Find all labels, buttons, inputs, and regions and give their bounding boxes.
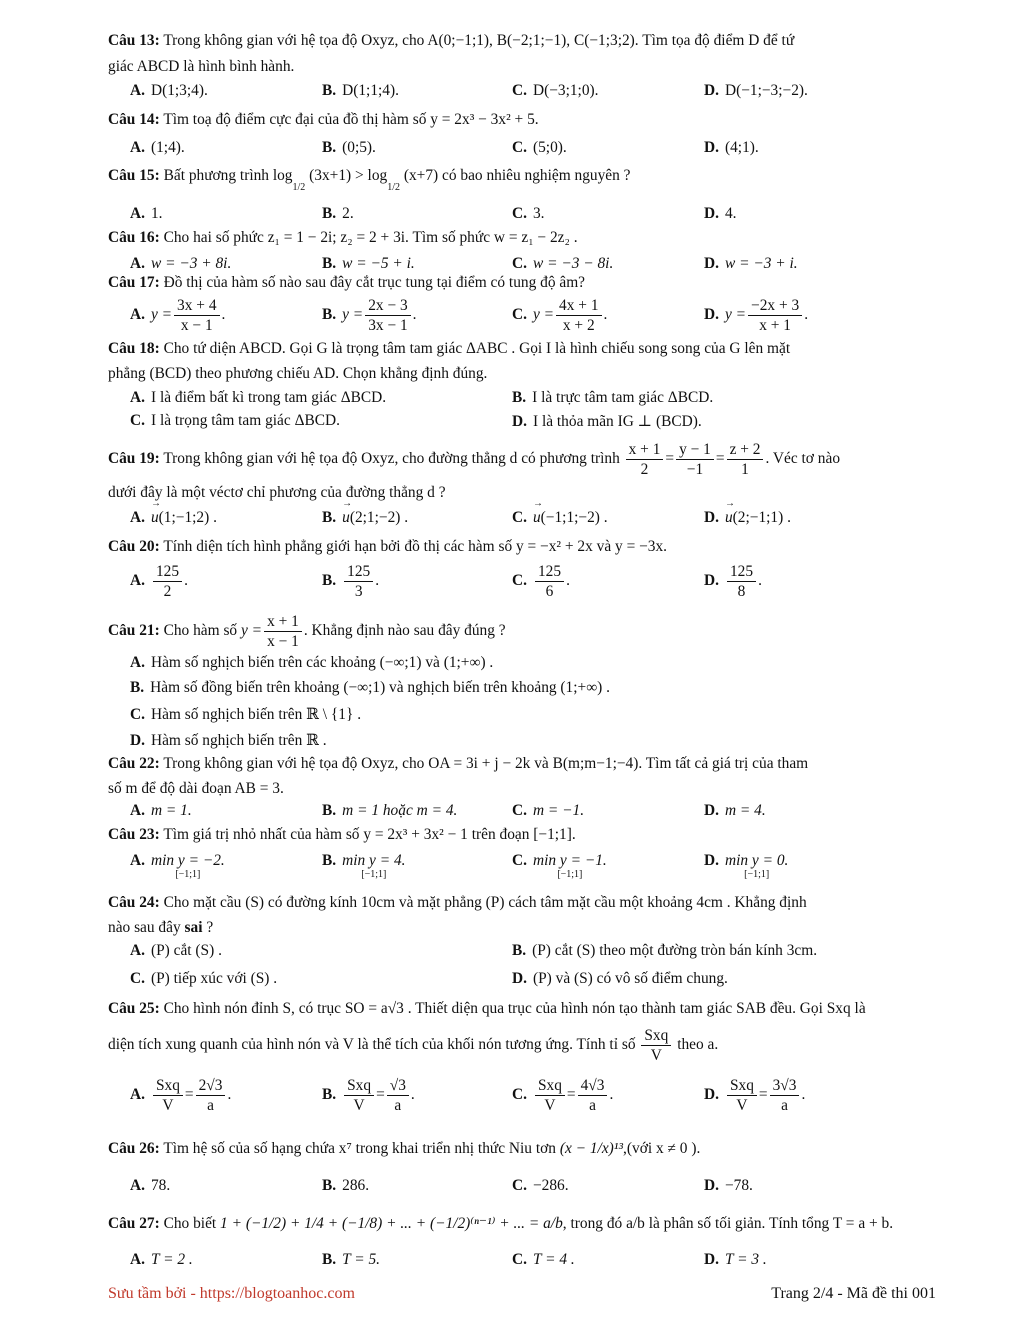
q16-option-d[interactable]: D. w = −3 + i. (704, 255, 798, 272)
q24-options-cd (130, 970, 940, 998)
q25-ratio: Sxq V (641, 1026, 671, 1065)
q21-option-b[interactable]: B. Hàm số đồng biến trên khoảng (−∞;1) và nghịch biến trên khoảng (1;+∞) . (130, 679, 611, 696)
q19-fraction-z: $\frac{z + 2}{1}$ (727, 440, 764, 479)
q27-series: 1 + (−1/2) + 1/4 + (−1/8) + ... + (−1/2)⁽ⁿ⁻¹⁾ + ... = a/b (220, 1215, 563, 1232)
q25-option-a[interactable]: A. Sxq V = $\frac{2√3}{a}$ . (130, 1077, 232, 1114)
q13-text-cont: giác ABCD là hình bình hành. (108, 58, 295, 75)
q13-option-b[interactable]: B. D(1;1;4). (322, 82, 399, 99)
question-21: Câu 21: Cho hàm số y = $\frac{x + 1}{x - 1}$ . Khẳng định nào sau đây đúng ? (108, 613, 506, 650)
q13-option-a[interactable]: A. D(1;3;4). (130, 82, 208, 99)
q17-option-c[interactable]: C. y = $\frac{4x + 1}{x + 2}$ . (512, 297, 608, 334)
q13-label: Câu 13: (108, 32, 160, 49)
q27-option-a[interactable]: A. T = 2 . (130, 1251, 193, 1268)
q19-option-c[interactable]: C.→ u(−1;1;−2) . (512, 509, 608, 527)
q25-option-c[interactable]: C. Sxq V = $\frac{4√3}{a}$ . (512, 1077, 614, 1114)
q24-option-a[interactable]: A. (P) cắt (S) . (130, 942, 222, 959)
question-13 (108, 32, 938, 50)
question-14 (108, 111, 938, 129)
footer-source-link[interactable]: Sưu tầm bởi - https://blogtoanhoc.com (108, 1285, 355, 1302)
q21-option-d[interactable]: D. Hàm số nghịch biến trên ℝ . (130, 732, 327, 749)
q23-text: Tìm giá trị nhỏ nhất của hàm số y = 2x³ + 3x² − 1 trên đoạn [−1;1]. (163, 826, 576, 843)
q18-option-c[interactable]: C. I là trọng tâm tam giác ΔBCD. (130, 412, 340, 429)
question-20 (108, 538, 938, 556)
q23-option-d[interactable]: D. min y = 0. [−1;1] (704, 852, 789, 880)
q14-option-a[interactable]: A. (1;4). (130, 139, 185, 156)
q20-option-b[interactable]: B. $\frac{125}{3}$ . (322, 563, 380, 600)
q15-option-d[interactable]: D. 4. (704, 205, 737, 222)
q24-option-d[interactable]: D. (P) và (S) có vô số điểm chung. (512, 970, 728, 987)
q23-option-b[interactable]: B. min y = 4. [−1;1] (322, 852, 406, 880)
q15-text-c: (x+7) có bao nhiêu nghiệm nguyên ? (403, 167, 631, 184)
q19-option-b[interactable]: B.→ u(2;1;−2) . (322, 509, 408, 527)
q16-text: Cho hai số phức z₁ = 1 − 2i; z₂ = 2 + 3i. Tìm số phức w = z₁ − 2z₂ . (163, 229, 578, 246)
q18-text: Cho tứ diện ABCD. Gọi G là trọng tâm tam giác ΔABC . Gọi I là hình chiếu song song của G lên mặt (163, 340, 791, 357)
q21-text-b: . Khẳng định nào sau đây đúng ? (303, 622, 506, 640)
q22-label: Câu 22: (108, 755, 160, 772)
q24-text: Cho mặt cầu (S) có đường kính 10cm và mặt phẳng (P) cách tâm mặt cầu một khoảng 4cm . Khẳng định (163, 894, 807, 911)
q19-option-a[interactable]: A.→ u(1;−1;2) . (130, 509, 217, 527)
q21-label: Câu 21: (108, 622, 160, 640)
q21-option-a[interactable]: A. Hàm số nghịch biến trên các khoảng (−∞;1) và (1;+∞) . (130, 654, 494, 671)
q15-option-c[interactable]: C. 3. (512, 205, 545, 222)
q26-expression: (x − 1/x)¹³ (559, 1140, 624, 1157)
q24-label: Câu 24: (108, 894, 160, 911)
q21-option-c[interactable]: C. Hàm số nghịch biến trên ℝ \ {1} . (130, 706, 362, 723)
q14-option-d[interactable]: D. (4;1). (704, 139, 759, 156)
question-18 (108, 340, 938, 358)
q26-option-a[interactable]: A. 78. (130, 1177, 171, 1194)
q25-option-b[interactable]: B. Sxq V = $\frac{√3}{a}$ . (322, 1077, 415, 1114)
q19-label: Câu 19: (108, 450, 160, 468)
q19-options (130, 509, 940, 537)
question-22 (108, 755, 938, 773)
q23-options (130, 852, 940, 886)
q21-text-a: Cho hàm số (163, 622, 238, 640)
q22-text-cont: số m để độ dài đoạn AB = 3. (108, 780, 284, 797)
question-27 (108, 1214, 938, 1233)
q26-option-c[interactable]: C. −286. (512, 1177, 569, 1194)
question-23 (108, 826, 938, 844)
q26-text-end: ,(với x ≠ 0 ). (623, 1140, 701, 1157)
q23-option-a[interactable]: A. min y = −2. [−1;1] (130, 852, 225, 880)
q27-text-a: Cho biết (163, 1215, 217, 1232)
q15-text-a: Bất phương trình log (163, 167, 293, 184)
q15-option-a[interactable]: A. 1. (130, 205, 163, 222)
q16-label: Câu 16: (108, 229, 160, 246)
q18-text-cont: phẳng (BCD) theo phương chiếu AD. Chọn khẳng định đúng. (108, 365, 488, 382)
q26-option-b[interactable]: B. 286. (322, 1177, 370, 1194)
question-17 (108, 274, 938, 292)
q24-option-b[interactable]: B. (P) cắt (S) theo một đường tròn bán kính 3cm. (512, 942, 818, 959)
q27-option-b[interactable]: B. T = 5. (322, 1251, 381, 1268)
q16-option-a[interactable]: A. w = −3 + 8i. (130, 255, 232, 272)
q19-text-cont: dưới đây là một véctơ chỉ phương của đường thẳng d ? (108, 484, 446, 501)
q20-option-d[interactable]: D. $\frac{125}{8}$ . (704, 563, 762, 600)
q26-label: Câu 26: (108, 1140, 160, 1157)
q27-option-c[interactable]: C. T = 4 . (512, 1251, 575, 1268)
q18-option-a[interactable]: A. I là điểm bất kì trong tam giác ΔBCD. (130, 389, 387, 406)
q20-text: Tính diện tích hình phẳng giới hạn bởi đồ thị các hàm số y = −x² + 2x và y = −3x. (163, 538, 668, 555)
q27-label: Câu 27: (108, 1215, 160, 1232)
question-25 (108, 1000, 938, 1018)
question-16 (108, 229, 938, 247)
q19-fraction-x: $\frac{x + 1}{2}$ (626, 440, 664, 479)
question-24 (108, 894, 938, 912)
q27-text-b: , trong đó a/b là phân số tối giản. Tính tổng T = a + b. (562, 1215, 894, 1232)
q13-option-c[interactable]: C. D(−3;1;0). (512, 82, 599, 99)
q20-option-a[interactable]: A. $\frac{125}{2}$ . (130, 563, 188, 600)
q24-option-c[interactable]: C. (P) tiếp xúc với (S) . (130, 970, 278, 987)
q25-label: Câu 25: (108, 1000, 160, 1017)
q27-option-d[interactable]: D. T = 3 . (704, 1251, 767, 1268)
q23-option-c[interactable]: C. min y = −1. [−1;1] (512, 852, 607, 880)
q25-text: Cho hình nón đỉnh S, có trục SO = a√3 . Thiết diện qua trục của hình nón tạo thành tam giác SAB đều. Gọi Sxq là (163, 1000, 866, 1017)
q18-label: Câu 18: (108, 340, 160, 357)
q25-text-cont: diện tích xung quanh của hình nón và V là thể tích của khối nón tương ứng. Tính tỉ số Sxq V theo a. (108, 1027, 719, 1064)
q17-option-a[interactable]: A. y = $\frac{3x + 4}{x - 1}$ . (130, 297, 226, 334)
q24-text-cont: nào sau đây sai ? (108, 919, 214, 936)
q16-option-b[interactable]: B. w = −5 + i. (322, 255, 415, 272)
q25-option-d[interactable]: D. Sxq V = $\frac{3√3}{a}$ . (704, 1077, 806, 1114)
q15-text-b: (3x+1) > log (309, 167, 388, 184)
q17-option-d[interactable]: D. y = $\frac{-2x + 3}{x + 1}$ . (704, 297, 809, 334)
q24-emphasis: sai (184, 919, 203, 936)
q18-option-b[interactable]: B. I là trực tâm tam giác ΔBCD. (512, 389, 714, 406)
q15-label: Câu 15: (108, 167, 160, 184)
q22-text: Trong không gian với hệ tọa độ Oxyz, cho OA = 3i + j − 2k và B(m;m−1;−4). Tìm tất cả giá trị của tham (163, 755, 809, 772)
q26-option-d[interactable]: D. −78. (704, 1177, 753, 1194)
q19-text-after: . Véc tơ nào (765, 450, 841, 468)
q14-options (130, 139, 940, 167)
question-26 (108, 1140, 938, 1158)
q22-option-c[interactable]: C. m = −1. (512, 802, 585, 819)
q13-options (130, 82, 940, 110)
question-19: Câu 19: Trong không gian với hệ tọa độ Oxyz, cho đường thẳng d có phương trình $\frac{x + 1}{2}$ = $\frac{y - 1}{-1}$ = $\frac{z + 2}{1}$ . Véc tơ nào (108, 441, 841, 478)
q13-text: Trong không gian với hệ tọa độ Oxyz, cho A(0;−1;1), B(−2;1;−1), C(−1;3;2). Tìm tọa độ điểm D để tứ (163, 32, 795, 49)
question-15 (108, 167, 938, 193)
q17-option-b[interactable]: B. y = $\frac{2x - 3}{3x - 1}$ . (322, 297, 417, 334)
q20-options (130, 562, 940, 606)
footer-page-number: Trang 2/4 - Mã đề thi 001 (771, 1285, 936, 1302)
q15-option-b[interactable]: B. 2. (322, 205, 354, 222)
q14-option-c[interactable]: C. (5;0). (512, 139, 567, 156)
q14-text: Tìm toạ độ điểm cực đại của đồ thị hàm số y = 2x³ − 3x² + 5. (163, 111, 539, 128)
q24-options-ab (130, 942, 940, 970)
q17-label: Câu 17: (108, 274, 160, 291)
log-base-1: 1/2 (292, 182, 306, 193)
q20-label: Câu 20: (108, 538, 160, 555)
q13-option-d[interactable]: D. D(−1;−3;−2). (704, 82, 808, 99)
q20-option-c[interactable]: C. $\frac{125}{6}$ . (512, 563, 570, 600)
q23-label: Câu 23: (108, 826, 160, 843)
q27-options (130, 1251, 940, 1279)
q18-option-d[interactable]: D. I là thỏa mãn IG ⊥ (BCD). (512, 413, 702, 430)
q19-fraction-y: $\frac{y - 1}{-1}$ (676, 440, 714, 479)
q26-options (130, 1177, 940, 1205)
log-base-2: 1/2 (387, 182, 400, 193)
q16-option-c[interactable]: C. w = −3 − 8i. (512, 255, 614, 272)
q25-options (130, 1076, 940, 1120)
q18-options-cd (130, 412, 940, 440)
q26-text: Tìm hệ số của số hạng chứa x⁷ trong khai triển nhị thức Niu tơn (163, 1140, 556, 1157)
q22-option-b[interactable]: B. m = 1 hoặc m = 4. (322, 802, 458, 819)
q22-option-a[interactable]: A. m = 1. (130, 802, 192, 819)
q14-label: Câu 14: (108, 111, 160, 128)
q21-fraction: $\frac{x + 1}{x - 1}$ (264, 612, 302, 651)
q14-option-b[interactable]: B. (0;5). (322, 139, 376, 156)
q22-option-d[interactable]: D. m = 4. (704, 802, 766, 819)
q17-text: Đồ thị của hàm số nào sau đây cắt trục tung tại điểm có tung độ âm? (163, 274, 586, 291)
q19-text: Trong không gian với hệ tọa độ Oxyz, cho đường thẳng d có phương trình (163, 450, 620, 468)
q19-option-d[interactable]: D.→ u(2;−1;1) . (704, 509, 791, 527)
q17-options (130, 296, 940, 340)
